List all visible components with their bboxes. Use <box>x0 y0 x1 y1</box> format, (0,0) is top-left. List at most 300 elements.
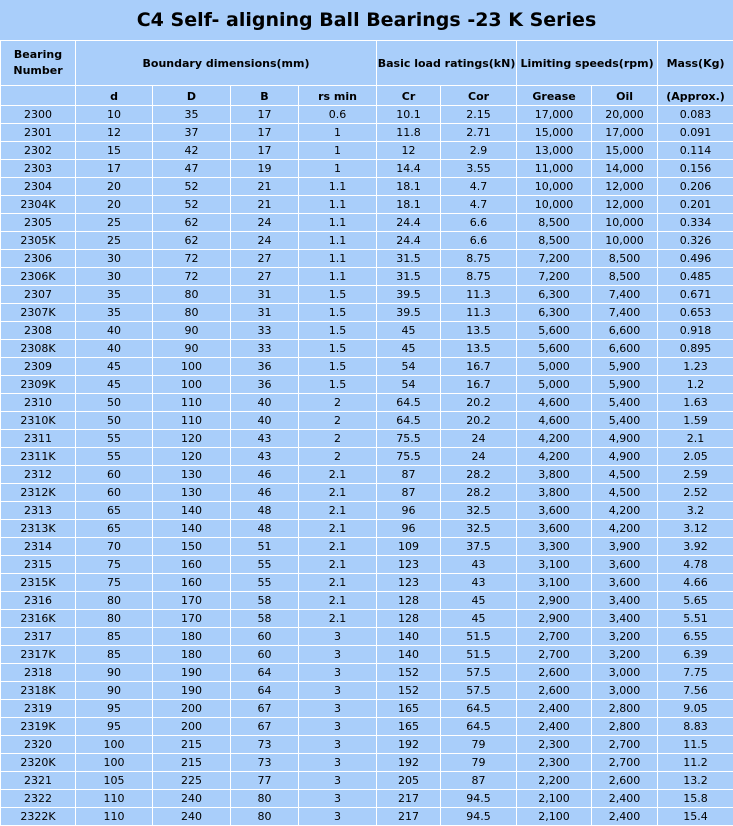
cell-bearing-number: 2316K <box>1 610 76 628</box>
cell-width-b: 31 <box>231 304 299 322</box>
table-row <box>1 358 733 376</box>
cell-rs-min: 2.1 <box>299 574 377 592</box>
cell-mass: 2.59 <box>658 466 733 484</box>
cell-width-b: 60 <box>231 628 299 646</box>
cell-cr: 45 <box>377 340 441 358</box>
cell-outer-d: 62 <box>153 232 231 250</box>
cell-bearing-number: 2307 <box>1 286 76 304</box>
cell-grease: 3,800 <box>517 484 592 502</box>
cell-d: 95 <box>76 700 153 718</box>
cell-mass: 5.65 <box>658 592 733 610</box>
cell-mass: 3.92 <box>658 538 733 556</box>
cell-outer-d: 42 <box>153 142 231 160</box>
table-row <box>1 196 733 214</box>
cell-bearing-number: 2318K <box>1 682 76 700</box>
cell-outer-d: 150 <box>153 538 231 556</box>
cell-rs-min: 1.5 <box>299 304 377 322</box>
cell-width-b: 24 <box>231 214 299 232</box>
cell-cor: 28.2 <box>441 484 517 502</box>
cell-bearing-number: 2312 <box>1 466 76 484</box>
cell-outer-d: 90 <box>153 340 231 358</box>
cell-width-b: 33 <box>231 340 299 358</box>
cell-oil: 7,400 <box>592 286 658 304</box>
cell-mass: 6.55 <box>658 628 733 646</box>
cell-d: 105 <box>76 772 153 790</box>
cell-oil: 3,900 <box>592 538 658 556</box>
cell-cor: 20.2 <box>441 412 517 430</box>
cell-grease: 2,700 <box>517 646 592 664</box>
cell-oil: 10,000 <box>592 214 658 232</box>
table-row <box>1 286 733 304</box>
cell-mass: 1.2 <box>658 376 733 394</box>
table-row <box>1 322 733 340</box>
cell-rs-min: 3 <box>299 736 377 754</box>
cell-width-b: 21 <box>231 178 299 196</box>
cell-rs-min: 3 <box>299 754 377 772</box>
subheader-d: d <box>76 86 153 106</box>
cell-cor: 6.6 <box>441 214 517 232</box>
cell-d: 20 <box>76 196 153 214</box>
cell-outer-d: 130 <box>153 484 231 502</box>
cell-cor: 79 <box>441 754 517 772</box>
cell-grease: 17,000 <box>517 106 592 124</box>
cell-outer-d: 47 <box>153 160 231 178</box>
cell-cor: 32.5 <box>441 502 517 520</box>
cell-oil: 5,400 <box>592 394 658 412</box>
cell-oil: 5,900 <box>592 358 658 376</box>
cell-outer-d: 190 <box>153 682 231 700</box>
table-row <box>1 592 733 610</box>
cell-d: 70 <box>76 538 153 556</box>
cell-grease: 3,100 <box>517 556 592 574</box>
cell-oil: 3,200 <box>592 628 658 646</box>
header-boundary-dimensions: Boundary dimensions(mm) <box>76 41 377 86</box>
cell-d: 65 <box>76 520 153 538</box>
cell-mass: 0.671 <box>658 286 733 304</box>
cell-cor: 16.7 <box>441 376 517 394</box>
cell-mass: 0.895 <box>658 340 733 358</box>
cell-outer-d: 100 <box>153 376 231 394</box>
cell-mass: 0.326 <box>658 232 733 250</box>
cell-cr: 109 <box>377 538 441 556</box>
cell-rs-min: 2.1 <box>299 610 377 628</box>
cell-cr: 87 <box>377 484 441 502</box>
bearing-spec-table <box>0 40 733 826</box>
cell-d: 100 <box>76 754 153 772</box>
cell-rs-min: 3 <box>299 790 377 808</box>
cell-oil: 8,500 <box>592 268 658 286</box>
table-row <box>1 520 733 538</box>
cell-bearing-number: 2322 <box>1 790 76 808</box>
cell-mass: 11.5 <box>658 736 733 754</box>
subheader-grease: Grease <box>517 86 592 106</box>
cell-d: 75 <box>76 574 153 592</box>
cell-d: 95 <box>76 718 153 736</box>
cell-width-b: 33 <box>231 322 299 340</box>
cell-grease: 4,200 <box>517 430 592 448</box>
cell-oil: 2,400 <box>592 808 658 826</box>
cell-d: 12 <box>76 124 153 142</box>
cell-rs-min: 2 <box>299 394 377 412</box>
cell-bearing-number: 2310 <box>1 394 76 412</box>
cell-cor: 45 <box>441 610 517 628</box>
cell-mass: 0.083 <box>658 106 733 124</box>
cell-oil: 2,700 <box>592 754 658 772</box>
subheader-rs-min: rs min <box>299 86 377 106</box>
cell-oil: 2,400 <box>592 790 658 808</box>
cell-bearing-number: 2306K <box>1 268 76 286</box>
cell-bearing-number: 2306 <box>1 250 76 268</box>
cell-bearing-number: 2316 <box>1 592 76 610</box>
cell-bearing-number: 2313K <box>1 520 76 538</box>
cell-oil: 3,400 <box>592 610 658 628</box>
cell-cor: 2.9 <box>441 142 517 160</box>
cell-oil: 10,000 <box>592 232 658 250</box>
cell-cor: 32.5 <box>441 520 517 538</box>
cell-width-b: 19 <box>231 160 299 178</box>
cell-cr: 24.4 <box>377 232 441 250</box>
cell-oil: 5,900 <box>592 376 658 394</box>
cell-mass: 3.12 <box>658 520 733 538</box>
cell-cr: 54 <box>377 358 441 376</box>
cell-width-b: 17 <box>231 106 299 124</box>
cell-grease: 3,800 <box>517 466 592 484</box>
cell-rs-min: 2 <box>299 448 377 466</box>
cell-cr: 18.1 <box>377 178 441 196</box>
cell-d: 55 <box>76 430 153 448</box>
cell-outer-d: 240 <box>153 808 231 826</box>
cell-bearing-number: 2315K <box>1 574 76 592</box>
cell-width-b: 17 <box>231 124 299 142</box>
cell-rs-min: 2.1 <box>299 538 377 556</box>
cell-cr: 31.5 <box>377 250 441 268</box>
cell-rs-min: 3 <box>299 628 377 646</box>
cell-cr: 24.4 <box>377 214 441 232</box>
header-bearing-number: Bearing Number <box>1 41 76 86</box>
cell-cor: 8.75 <box>441 250 517 268</box>
cell-bearing-number: 2320 <box>1 736 76 754</box>
cell-oil: 5,400 <box>592 412 658 430</box>
cell-d: 50 <box>76 394 153 412</box>
cell-rs-min: 3 <box>299 700 377 718</box>
cell-width-b: 51 <box>231 538 299 556</box>
cell-width-b: 55 <box>231 556 299 574</box>
cell-grease: 15,000 <box>517 124 592 142</box>
cell-cor: 2.15 <box>441 106 517 124</box>
cell-grease: 3,100 <box>517 574 592 592</box>
cell-oil: 20,000 <box>592 106 658 124</box>
cell-oil: 6,600 <box>592 340 658 358</box>
cell-cr: 152 <box>377 682 441 700</box>
cell-cor: 3.55 <box>441 160 517 178</box>
table-row <box>1 808 733 826</box>
cell-width-b: 60 <box>231 646 299 664</box>
cell-mass: 7.75 <box>658 664 733 682</box>
cell-grease: 2,300 <box>517 754 592 772</box>
cell-bearing-number: 2318 <box>1 664 76 682</box>
cell-d: 60 <box>76 484 153 502</box>
table-row <box>1 700 733 718</box>
header-basic-load-ratings: Basic load ratings(kN) <box>377 41 517 86</box>
cell-oil: 17,000 <box>592 124 658 142</box>
cell-outer-d: 110 <box>153 394 231 412</box>
cell-cor: 43 <box>441 574 517 592</box>
cell-rs-min: 1.5 <box>299 322 377 340</box>
cell-oil: 4,500 <box>592 484 658 502</box>
cell-width-b: 80 <box>231 808 299 826</box>
table-row <box>1 736 733 754</box>
table-row <box>1 250 733 268</box>
cell-oil: 3,200 <box>592 646 658 664</box>
cell-cr: 128 <box>377 592 441 610</box>
cell-grease: 8,500 <box>517 232 592 250</box>
table-row <box>1 304 733 322</box>
cell-grease: 4,200 <box>517 448 592 466</box>
cell-cr: 205 <box>377 772 441 790</box>
cell-cr: 18.1 <box>377 196 441 214</box>
cell-grease: 5,600 <box>517 322 592 340</box>
cell-mass: 9.05 <box>658 700 733 718</box>
cell-cr: 217 <box>377 808 441 826</box>
cell-bearing-number: 2315 <box>1 556 76 574</box>
cell-bearing-number: 2320K <box>1 754 76 772</box>
subheader-oil: Oil <box>592 86 658 106</box>
header-limiting-speeds: Limiting speeds(rpm) <box>517 41 658 86</box>
cell-bearing-number: 2313 <box>1 502 76 520</box>
cell-rs-min: 3 <box>299 664 377 682</box>
cell-cor: 24 <box>441 448 517 466</box>
cell-cor: 8.75 <box>441 268 517 286</box>
cell-outer-d: 72 <box>153 268 231 286</box>
table-row <box>1 376 733 394</box>
cell-mass: 0.091 <box>658 124 733 142</box>
cell-grease: 6,300 <box>517 286 592 304</box>
cell-cor: 45 <box>441 592 517 610</box>
cell-grease: 7,200 <box>517 250 592 268</box>
page-title: C4 Self- aligning Ball Bearings -23 K Series <box>0 0 733 40</box>
table-body <box>1 106 733 826</box>
cell-mass: 1.23 <box>658 358 733 376</box>
cell-rs-min: 3 <box>299 808 377 826</box>
cell-mass: 2.1 <box>658 430 733 448</box>
cell-rs-min: 3 <box>299 772 377 790</box>
cell-d: 110 <box>76 808 153 826</box>
cell-bearing-number: 2319 <box>1 700 76 718</box>
cell-oil: 6,600 <box>592 322 658 340</box>
cell-bearing-number: 2304 <box>1 178 76 196</box>
subheader-cor: Cor <box>441 86 517 106</box>
table-row <box>1 394 733 412</box>
cell-d: 110 <box>76 790 153 808</box>
cell-d: 50 <box>76 412 153 430</box>
cell-rs-min: 2.1 <box>299 484 377 502</box>
table-row <box>1 466 733 484</box>
cell-cor: 20.2 <box>441 394 517 412</box>
cell-outer-d: 170 <box>153 592 231 610</box>
cell-rs-min: 1.1 <box>299 232 377 250</box>
cell-outer-d: 35 <box>153 106 231 124</box>
cell-outer-d: 160 <box>153 556 231 574</box>
table-row <box>1 484 733 502</box>
cell-grease: 2,100 <box>517 790 592 808</box>
cell-rs-min: 3 <box>299 718 377 736</box>
cell-rs-min: 3 <box>299 682 377 700</box>
cell-cor: 57.5 <box>441 682 517 700</box>
cell-grease: 3,300 <box>517 538 592 556</box>
cell-oil: 2,800 <box>592 718 658 736</box>
cell-grease: 2,400 <box>517 700 592 718</box>
cell-mass: 0.206 <box>658 178 733 196</box>
cell-grease: 13,000 <box>517 142 592 160</box>
cell-cor: 13.5 <box>441 322 517 340</box>
cell-cr: 192 <box>377 736 441 754</box>
cell-oil: 3,600 <box>592 556 658 574</box>
cell-cor: 11.3 <box>441 304 517 322</box>
cell-cr: 123 <box>377 574 441 592</box>
cell-outer-d: 80 <box>153 286 231 304</box>
cell-rs-min: 1.1 <box>299 250 377 268</box>
cell-bearing-number: 2309 <box>1 358 76 376</box>
cell-d: 90 <box>76 682 153 700</box>
cell-bearing-number: 2308 <box>1 322 76 340</box>
cell-grease: 2,600 <box>517 682 592 700</box>
cell-grease: 10,000 <box>517 178 592 196</box>
cell-cor: 13.5 <box>441 340 517 358</box>
cell-outer-d: 90 <box>153 322 231 340</box>
table-row <box>1 754 733 772</box>
cell-cr: 39.5 <box>377 286 441 304</box>
cell-bearing-number: 2304K <box>1 196 76 214</box>
cell-outer-d: 140 <box>153 502 231 520</box>
cell-oil: 3,000 <box>592 682 658 700</box>
table-row <box>1 790 733 808</box>
cell-outer-d: 180 <box>153 646 231 664</box>
cell-outer-d: 37 <box>153 124 231 142</box>
cell-grease: 5,000 <box>517 376 592 394</box>
cell-rs-min: 1 <box>299 142 377 160</box>
cell-width-b: 46 <box>231 484 299 502</box>
cell-outer-d: 190 <box>153 664 231 682</box>
cell-outer-d: 52 <box>153 178 231 196</box>
cell-oil: 14,000 <box>592 160 658 178</box>
cell-grease: 2,600 <box>517 664 592 682</box>
table-row <box>1 448 733 466</box>
cell-cr: 11.8 <box>377 124 441 142</box>
cell-d: 25 <box>76 214 153 232</box>
cell-bearing-number: 2305 <box>1 214 76 232</box>
cell-cor: 64.5 <box>441 718 517 736</box>
cell-oil: 3,000 <box>592 664 658 682</box>
cell-mass: 1.59 <box>658 412 733 430</box>
cell-d: 30 <box>76 268 153 286</box>
table-row <box>1 160 733 178</box>
cell-width-b: 73 <box>231 736 299 754</box>
cell-d: 10 <box>76 106 153 124</box>
cell-oil: 15,000 <box>592 142 658 160</box>
cell-oil: 4,500 <box>592 466 658 484</box>
cell-width-b: 36 <box>231 376 299 394</box>
cell-grease: 11,000 <box>517 160 592 178</box>
cell-width-b: 48 <box>231 502 299 520</box>
cell-outer-d: 200 <box>153 700 231 718</box>
cell-mass: 3.2 <box>658 502 733 520</box>
cell-mass: 0.334 <box>658 214 733 232</box>
cell-grease: 3,600 <box>517 502 592 520</box>
cell-rs-min: 2.1 <box>299 502 377 520</box>
cell-cr: 152 <box>377 664 441 682</box>
cell-cor: 24 <box>441 430 517 448</box>
table-row <box>1 556 733 574</box>
cell-width-b: 40 <box>231 394 299 412</box>
cell-width-b: 64 <box>231 682 299 700</box>
cell-d: 17 <box>76 160 153 178</box>
cell-cor: 51.5 <box>441 628 517 646</box>
cell-cr: 165 <box>377 700 441 718</box>
table-row <box>1 538 733 556</box>
cell-cor: 94.5 <box>441 808 517 826</box>
cell-oil: 4,900 <box>592 448 658 466</box>
cell-d: 55 <box>76 448 153 466</box>
cell-cr: 87 <box>377 466 441 484</box>
cell-width-b: 58 <box>231 592 299 610</box>
cell-oil: 4,200 <box>592 520 658 538</box>
cell-cr: 45 <box>377 322 441 340</box>
cell-d: 45 <box>76 376 153 394</box>
cell-cr: 123 <box>377 556 441 574</box>
cell-rs-min: 2.1 <box>299 520 377 538</box>
cell-bearing-number: 2301 <box>1 124 76 142</box>
cell-width-b: 21 <box>231 196 299 214</box>
cell-rs-min: 1.5 <box>299 340 377 358</box>
cell-mass: 0.485 <box>658 268 733 286</box>
cell-cor: 4.7 <box>441 178 517 196</box>
cell-width-b: 31 <box>231 286 299 304</box>
cell-grease: 2,200 <box>517 772 592 790</box>
cell-width-b: 58 <box>231 610 299 628</box>
cell-outer-d: 170 <box>153 610 231 628</box>
cell-cr: 128 <box>377 610 441 628</box>
cell-bearing-number: 2317 <box>1 628 76 646</box>
cell-oil: 12,000 <box>592 196 658 214</box>
table-row <box>1 142 733 160</box>
cell-bearing-number: 2321 <box>1 772 76 790</box>
cell-rs-min: 2.1 <box>299 466 377 484</box>
cell-outer-d: 120 <box>153 448 231 466</box>
cell-mass: 0.496 <box>658 250 733 268</box>
cell-rs-min: 1 <box>299 160 377 178</box>
cell-cor: 94.5 <box>441 790 517 808</box>
cell-bearing-number: 2311K <box>1 448 76 466</box>
header-mass: Mass(Kg) <box>658 41 733 86</box>
cell-outer-d: 110 <box>153 412 231 430</box>
cell-grease: 8,500 <box>517 214 592 232</box>
cell-d: 65 <box>76 502 153 520</box>
cell-d: 90 <box>76 664 153 682</box>
cell-cr: 192 <box>377 754 441 772</box>
cell-outer-d: 120 <box>153 430 231 448</box>
cell-cor: 2.71 <box>441 124 517 142</box>
cell-cr: 54 <box>377 376 441 394</box>
cell-bearing-number: 2309K <box>1 376 76 394</box>
cell-cr: 75.5 <box>377 448 441 466</box>
table-row <box>1 214 733 232</box>
cell-mass: 15.8 <box>658 790 733 808</box>
cell-bearing-number: 2319K <box>1 718 76 736</box>
cell-rs-min: 1.1 <box>299 214 377 232</box>
cell-d: 100 <box>76 736 153 754</box>
cell-grease: 6,300 <box>517 304 592 322</box>
cell-bearing-number: 2305K <box>1 232 76 250</box>
